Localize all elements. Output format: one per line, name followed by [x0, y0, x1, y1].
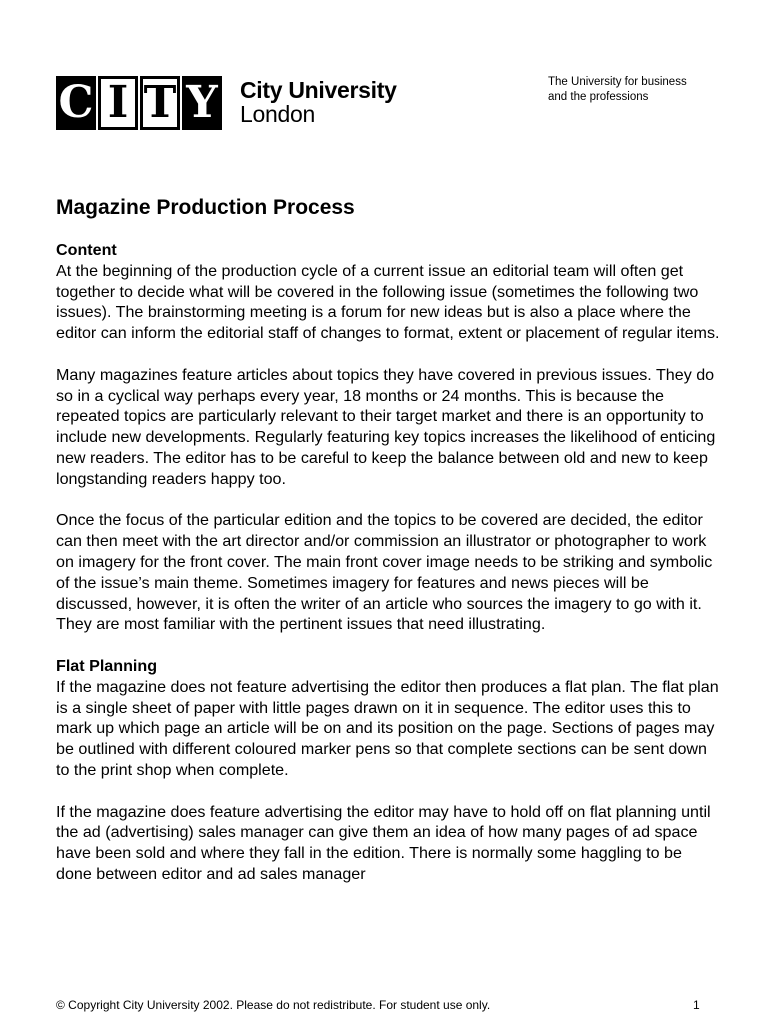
paragraph: At the beginning of the production cycle of a current issue an editorial team will often get together to decide what will be covered in the following issue (sometimes the following two issues). The brainstorming meeting is a forum for new ideas but is also a place where the editor can inform the editorial staff of changes to format, extent or placement of regular items.: [56, 261, 720, 343]
logo-letter-t: T: [140, 76, 180, 130]
city-logo: [56, 76, 222, 130]
footer-copyright: © Copyright City University 2002. Please do not redistribute. For student use only.: [56, 998, 491, 1012]
logo-letter-y: Y: [182, 76, 222, 130]
logo-letter-c: C: [56, 76, 96, 130]
university-name-block: [240, 78, 397, 126]
section-heading-flat-planning: Flat Planning: [56, 656, 158, 675]
paragraph: Once the focus of the particular edition and the topics to be covered are decided, the editor can then meet with the art director and/or commission an illustrator or photographer to work on imagery for the front cover. The main front cover image needs to be striking and symbolic of the issue’s main theme. Sometimes imagery for features and news pieces will be discussed, however, it is often the writer of an article who sources the imagery to go with it. They are most familiar with the pertinent issues that need illustrating.: [56, 511, 713, 634]
logo-letter-i: I: [98, 76, 138, 130]
tagline-line-2: and the professions: [548, 90, 649, 103]
page-number: 1: [693, 998, 700, 1012]
paragraph: Many magazines feature articles about topics they have covered in previous issues. They do so in a cyclical way perhaps every year, 18 months or 24 months. This is because the repeated topics are particularly relevant to their target market and there is an opportunity to include new developments. Regularly featuring key topics increases the likelihood of enticing new readers. The editor has to be careful to keep the balance between old and new to keep longstanding readers happy too.: [56, 365, 716, 488]
document-title: Magazine Production Process: [56, 196, 355, 219]
tagline: [548, 75, 687, 105]
university-city: London: [240, 101, 315, 128]
paragraph: If the magazine does not feature advertising the editor then produces a flat plan. The flat plan is a single sheet of paper with little pages drawn on it in sequence. The editor uses this to mark up which page an article will be on and its position on the page. Sections of pages may be outlined with different coloured marker pens so that complete sections can be sent down to the print shop when complete.: [56, 677, 719, 779]
section-heading-content: Content: [56, 241, 117, 259]
paragraph: If the magazine does feature advertising the editor may have to hold off on flat planning until the ad (advertising) sales manager can give them an idea of how many pages of ad space have been sold and where they fall in the edition. There is normally some haggling to be done between editor and ad sales manager: [56, 802, 711, 883]
university-name: City University: [240, 77, 397, 103]
tagline-line-1: The University for business: [548, 76, 687, 88]
document-body: [56, 240, 721, 885]
